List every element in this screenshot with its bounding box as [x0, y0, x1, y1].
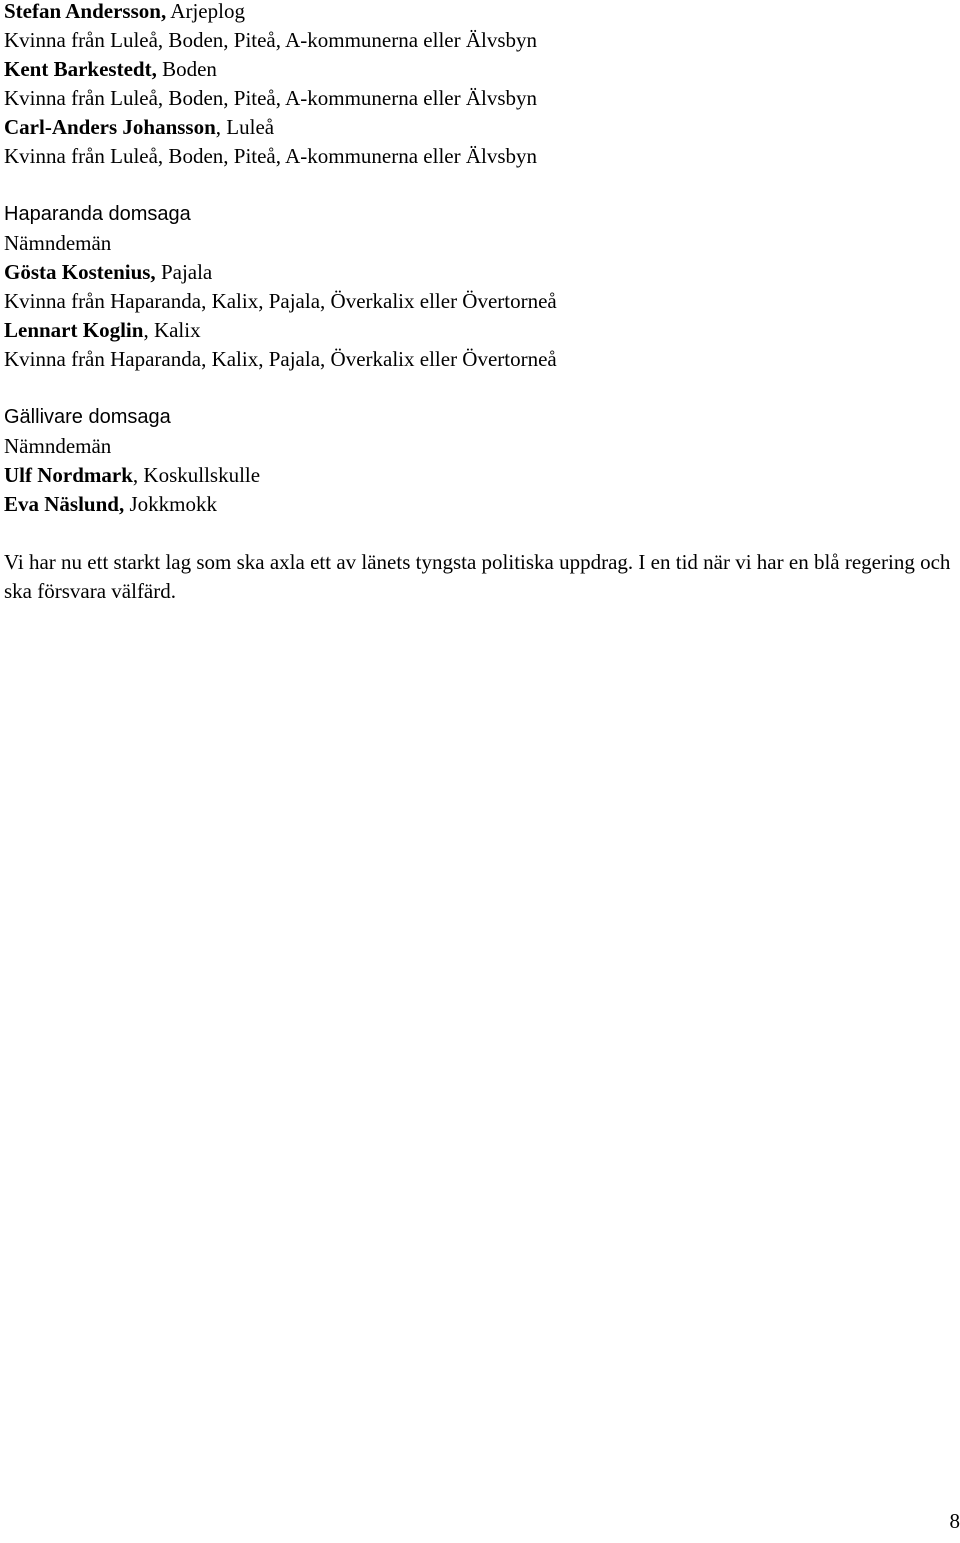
section-heading: Gällivare domsaga: [4, 406, 171, 428]
nominee-place: Pajala: [155, 260, 213, 284]
nominee-name: Carl-Anders Johansson: [4, 115, 216, 139]
nominee-line: [4, 0, 954, 26]
nominee-line: [4, 55, 954, 84]
nominee-line: [4, 461, 954, 490]
nominee-seat: Kvinna från Luleå, Boden, Piteå, A-kommunerna eller Älvsbyn: [4, 28, 538, 52]
nominee-place: , Luleå: [215, 115, 275, 139]
nominee-name: Lennart Koglin: [4, 318, 144, 342]
nominee-place: Arjeplog: [166, 0, 245, 23]
document-page: [4, 0, 954, 606]
nominee-name: Stefan Andersson,: [4, 0, 167, 23]
nominee-place: , Kalix: [143, 318, 201, 342]
nominee-seat: Kvinna från Luleå, Boden, Piteå, A-kommunerna eller Älvsbyn: [4, 144, 538, 168]
section-role: Nämndemän: [4, 231, 112, 255]
nominee-name: Gösta Kostenius,: [4, 260, 156, 284]
nominee-line: [4, 258, 954, 287]
nominee-place: , Koskullskulle: [132, 463, 261, 487]
lulea-nominee-list: [4, 0, 954, 171]
nominee-seat: Kvinna från Haparanda, Kalix, Pajala, Överkalix eller Övertorneå: [4, 289, 557, 313]
nominee-line: [4, 490, 954, 519]
page-number: 8: [949, 1509, 960, 1533]
nominee-line: [4, 316, 954, 345]
nominee-name: Ulf Nordmark: [4, 463, 133, 487]
gallivare-section: [4, 403, 954, 519]
haparanda-section: [4, 200, 954, 374]
nominee-name: Kent Barkestedt,: [4, 57, 157, 81]
nominee-place: Jokkmokk: [124, 492, 217, 516]
closing-paragraph: Vi har nu ett starkt lag som ska axla ett av länets tyngsta politiska uppdrag. I en tid när vi har en blå regering och ska försvara välfärd.: [4, 550, 951, 603]
nominee-seat: Kvinna från Luleå, Boden, Piteå, A-kommunerna eller Älvsbyn: [4, 86, 538, 110]
section-role: Nämndemän: [4, 434, 112, 458]
nominee-seat: Kvinna från Haparanda, Kalix, Pajala, Överkalix eller Övertorneå: [4, 347, 557, 371]
nominee-name: Eva Näslund,: [4, 492, 125, 516]
section-heading: Haparanda domsaga: [4, 203, 191, 225]
nominee-line: [4, 113, 954, 142]
nominee-place: Boden: [156, 57, 217, 81]
